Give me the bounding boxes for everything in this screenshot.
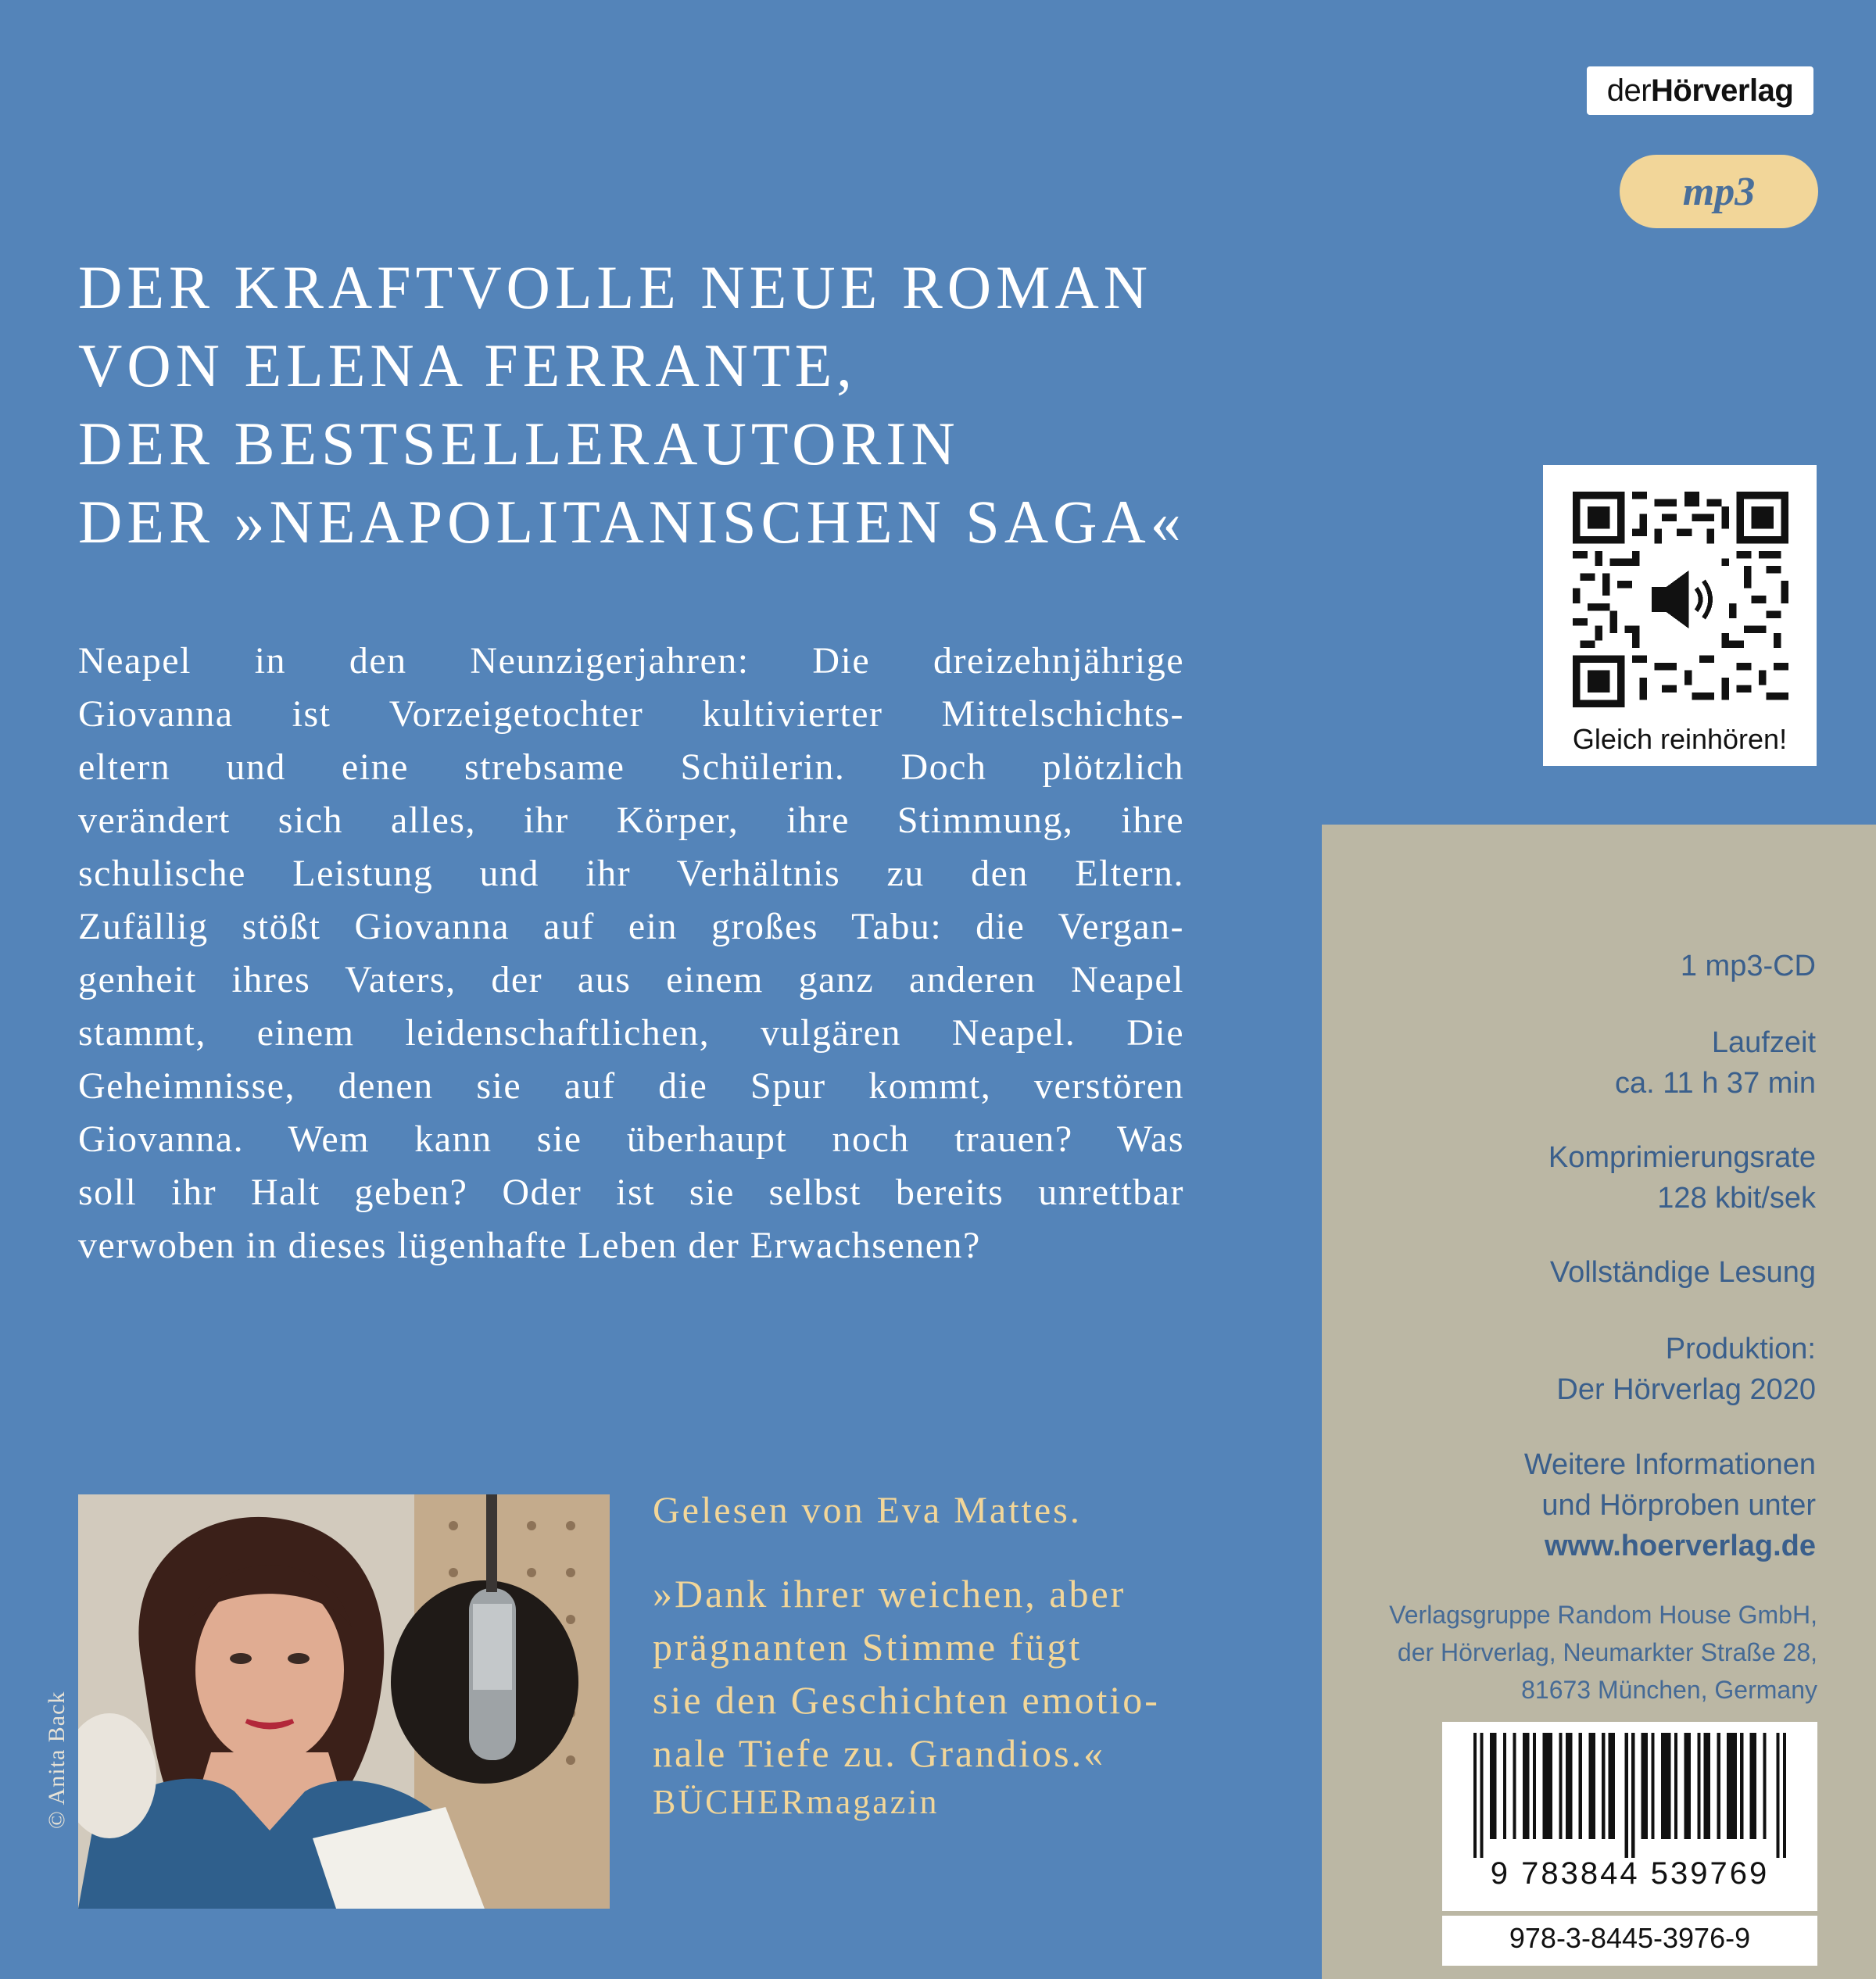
blurb-line: genheit ihres Vaters, der aus einem ganz anderen Neapel <box>78 959 1184 1000</box>
headline-line: DER BESTSELLERAUTORIN <box>78 410 960 478</box>
compression-label: Komprimierungsrate <box>1548 1141 1816 1174</box>
isbn-box <box>1442 1916 1817 1966</box>
qr-code[interactable] <box>1573 492 1788 707</box>
quote-line: nale Tiefe zu. Grandios.« <box>653 1731 1106 1775</box>
blurb-line: Giovanna ist Vorzeigetochter kultivierter Mittelschichts- <box>78 693 1184 735</box>
logo-brand: Hörverlag <box>1651 73 1794 108</box>
quote-source: BÜCHERmagazin <box>653 1783 940 1821</box>
photo-credit: © Anita Back <box>44 1691 70 1829</box>
edition-label: Vollständige Lesung <box>1549 1256 1816 1289</box>
quote-line: sie den Geschichten emotio- <box>653 1678 1160 1722</box>
blurb-line: eltern und eine strebsame Schülerin. Doch plötzlich <box>78 746 1184 788</box>
edition-info <box>1378 1252 1816 1293</box>
more-info-line: Weitere Informationen <box>1523 1448 1816 1481</box>
production-info <box>1378 1329 1816 1410</box>
mp3-badge <box>1620 155 1818 228</box>
blurb-line: schulische Leistung und ihr Verhältnis zu den Eltern. <box>78 853 1184 894</box>
runtime-info <box>1378 1022 1816 1104</box>
blurb-line: soll ihr Halt geben? Oder ist sie selbst bereits unrettbar <box>78 1172 1184 1213</box>
narrator-photo <box>78 1494 610 1909</box>
barcode <box>1442 1722 1817 1911</box>
production-label: Produktion: <box>1665 1333 1816 1365</box>
qr-caption: Gleich reinhören! <box>1572 723 1788 755</box>
quote-line: »Dank ihrer weichen, aber <box>653 1572 1126 1616</box>
barcode-digits: 9 783844 539769 <box>1490 1856 1770 1891</box>
address-line: 81673 München, Germany <box>1521 1676 1817 1704</box>
publisher-logo <box>1587 66 1813 115</box>
headline <box>78 249 1251 561</box>
address-line: der Hörverlag, Neumarkter Straße 28, <box>1397 1638 1817 1666</box>
blurb-line: stammt, einem leidenschaftlichen, vulgären Neapel. Die <box>78 1012 1184 1054</box>
narrator-line: Gelesen von Eva Mattes. <box>653 1490 1082 1531</box>
blurb-line: Giovanna. Wem kann sie überhaupt noch trauen? Was <box>78 1118 1184 1160</box>
qr-code-card[interactable] <box>1543 465 1817 766</box>
production-value: Der Hörverlag 2020 <box>1556 1373 1816 1406</box>
format-label: 1 mp3-CD <box>1680 950 1816 982</box>
headline-line: VON ELENA FERRANTE, <box>78 331 857 399</box>
isbn-number: 978-3-8445-3976-9 <box>1509 1922 1751 1954</box>
quote-line: prägnanten Stimme fügt <box>653 1625 1083 1669</box>
blurb-line: verändert sich alles, ihr Körper, ihre Stimmung, ihre <box>78 800 1184 841</box>
format-info <box>1378 946 1816 986</box>
runtime-label: Laufzeit <box>1711 1026 1816 1059</box>
press-quote <box>653 1567 1160 1780</box>
blurb-line: verwoben in dieses lügenhafte Leben der Erwachsenen? <box>78 1225 981 1266</box>
address-line: Verlagsgruppe Random House GmbH, <box>1389 1601 1817 1629</box>
blurb-line: Zufällig stößt Giovanna auf ein großes Tabu: die Vergan- <box>78 906 1184 947</box>
blurb-line: Geheimnisse, denen sie auf die Spur kommt, verstören <box>78 1065 1184 1107</box>
mp3-label: mp3 <box>1682 169 1756 214</box>
runtime-value: ca. 11 h 37 min <box>1614 1067 1816 1100</box>
headline-line: DER KRAFTVOLLE NEUE ROMAN <box>78 253 1153 321</box>
website-link[interactable]: www.hoerverlag.de <box>1544 1530 1816 1562</box>
publisher-address <box>1348 1596 1817 1709</box>
compression-value: 128 kbit/sek <box>1657 1182 1816 1215</box>
blurb <box>78 635 1184 1272</box>
barcode-bars <box>1473 1733 1786 1858</box>
more-info <box>1378 1444 1816 1566</box>
blurb-line: Neapel in den Neunzigerjahren: Die dreizehnjährige <box>78 640 1184 682</box>
headline-line: DER »NEAPOLITANISCHEN SAGA« <box>78 488 1186 556</box>
more-info-line: und Hörproben unter <box>1541 1489 1816 1522</box>
logo-prefix: der <box>1606 73 1652 108</box>
compression-info <box>1378 1137 1816 1219</box>
